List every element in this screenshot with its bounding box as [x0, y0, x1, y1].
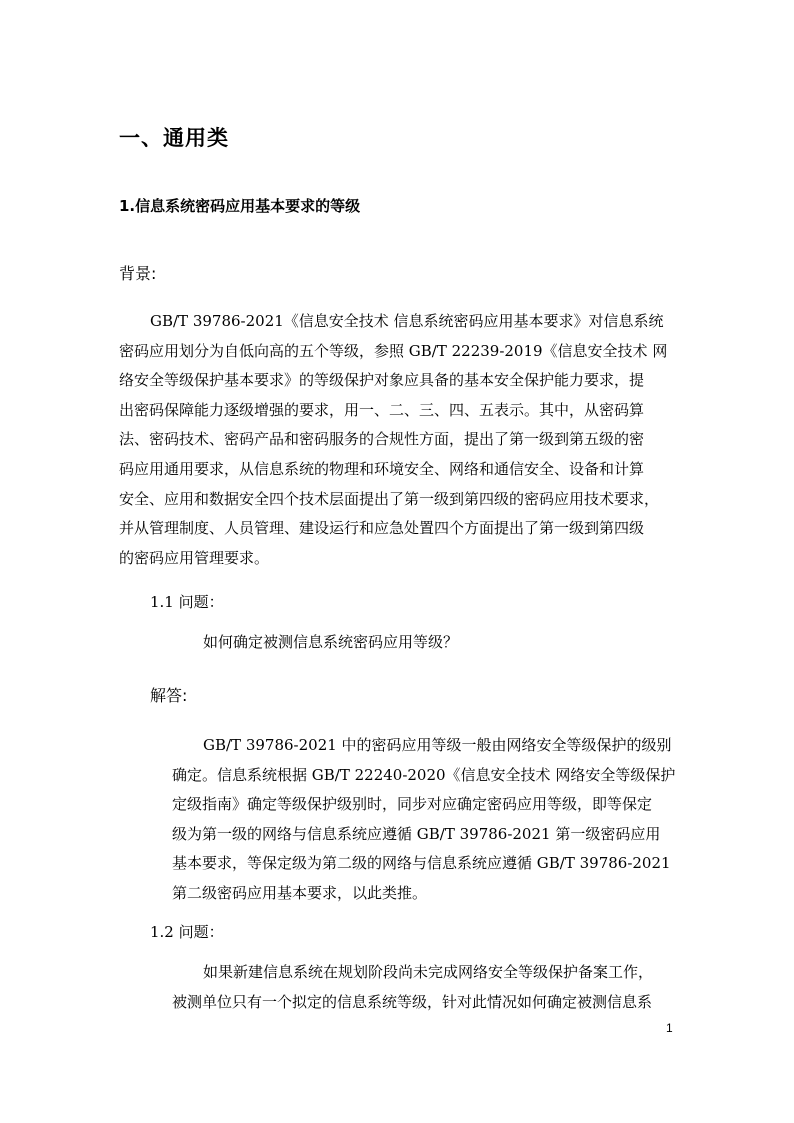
- answer-label: 解答:: [150, 686, 188, 705]
- paragraph-line: 级为第一级的网络与信息系统应遵循 GB/T 39786-2021 第一级密码应用: [172, 824, 661, 843]
- paragraph-line: GB/T 39786-2021 中的密码应用等级一般由网络安全等级保护的级别: [203, 736, 672, 754]
- paragraph-line: 的密码应用管理要求。: [119, 548, 270, 567]
- question-1-label: 1.1 问题：: [150, 593, 224, 611]
- item-title: 1.信息系统密码应用基本要求的等级: [119, 197, 361, 215]
- paragraph-line: 如果新建信息系统在规划阶段尚未完成网络安全等级保护备案工作，: [203, 963, 654, 981]
- paragraph-line: 出密码保障能力逐级增强的要求，用一、二、三、四、五表示。其中，从密码算: [119, 400, 645, 419]
- paragraph-line: 法、密码技术、密码产品和密码服务的合规性方面，提出了第一级到第五级的密: [119, 430, 645, 449]
- answer-paragraph: [172, 731, 676, 909]
- question-2-label: 1.2 问题：: [150, 923, 224, 941]
- paragraph-line: 安全、应用和数据安全四个技术层面提出了第一级到第四级的密码应用技术要求，: [119, 489, 660, 508]
- question-1-text: 如何确定被测信息系统密码应用等级？: [203, 633, 459, 651]
- paragraph-line: 确定。信息系统根据 GB/T 22240-2020《信息安全技术 网络安全等级保护: [172, 765, 676, 784]
- paragraph-line: 被测单位只有一个拟定的信息系统等级，针对此情况如何确定被测信息系: [172, 992, 653, 1011]
- paragraph-line: 基本要求，等保定级为第二级的网络与信息系统应遵循 GB/T 39786-2021: [172, 854, 671, 873]
- question-2-paragraph: [172, 958, 676, 1017]
- page-number: 1: [666, 1021, 673, 1035]
- paragraph-line: 络安全等级保护基本要求》的等级保护对象应具备的基本安全保护能力要求，提: [119, 371, 645, 390]
- paragraph-line: GB/T 39786-2021《信息安全技术 信息系统密码应用基本要求》对信息系统: [150, 312, 664, 330]
- background-label: 背景:: [119, 264, 157, 283]
- paragraph-line: 并从管理制度、人员管理、建设运行和应急处置四个方面提出了第一级到第四级: [119, 519, 645, 538]
- section-title: 一、通用类: [119, 126, 229, 150]
- background-paragraph: [119, 307, 675, 573]
- paragraph-line: 第二级密码应用基本要求，以此类推。: [172, 883, 428, 902]
- paragraph-line: 密码应用划分为自低向高的五个等级，参照 GB/T 22239-2019《信息安全技术 网: [119, 341, 668, 360]
- paragraph-line: 码应用通用要求，从信息系统的物理和环境安全、网络和通信安全、设备和计算: [119, 459, 645, 478]
- paragraph-line: 定级指南》确定等级保护级别时，同步对应确定密码应用等级，即等保定: [172, 795, 653, 814]
